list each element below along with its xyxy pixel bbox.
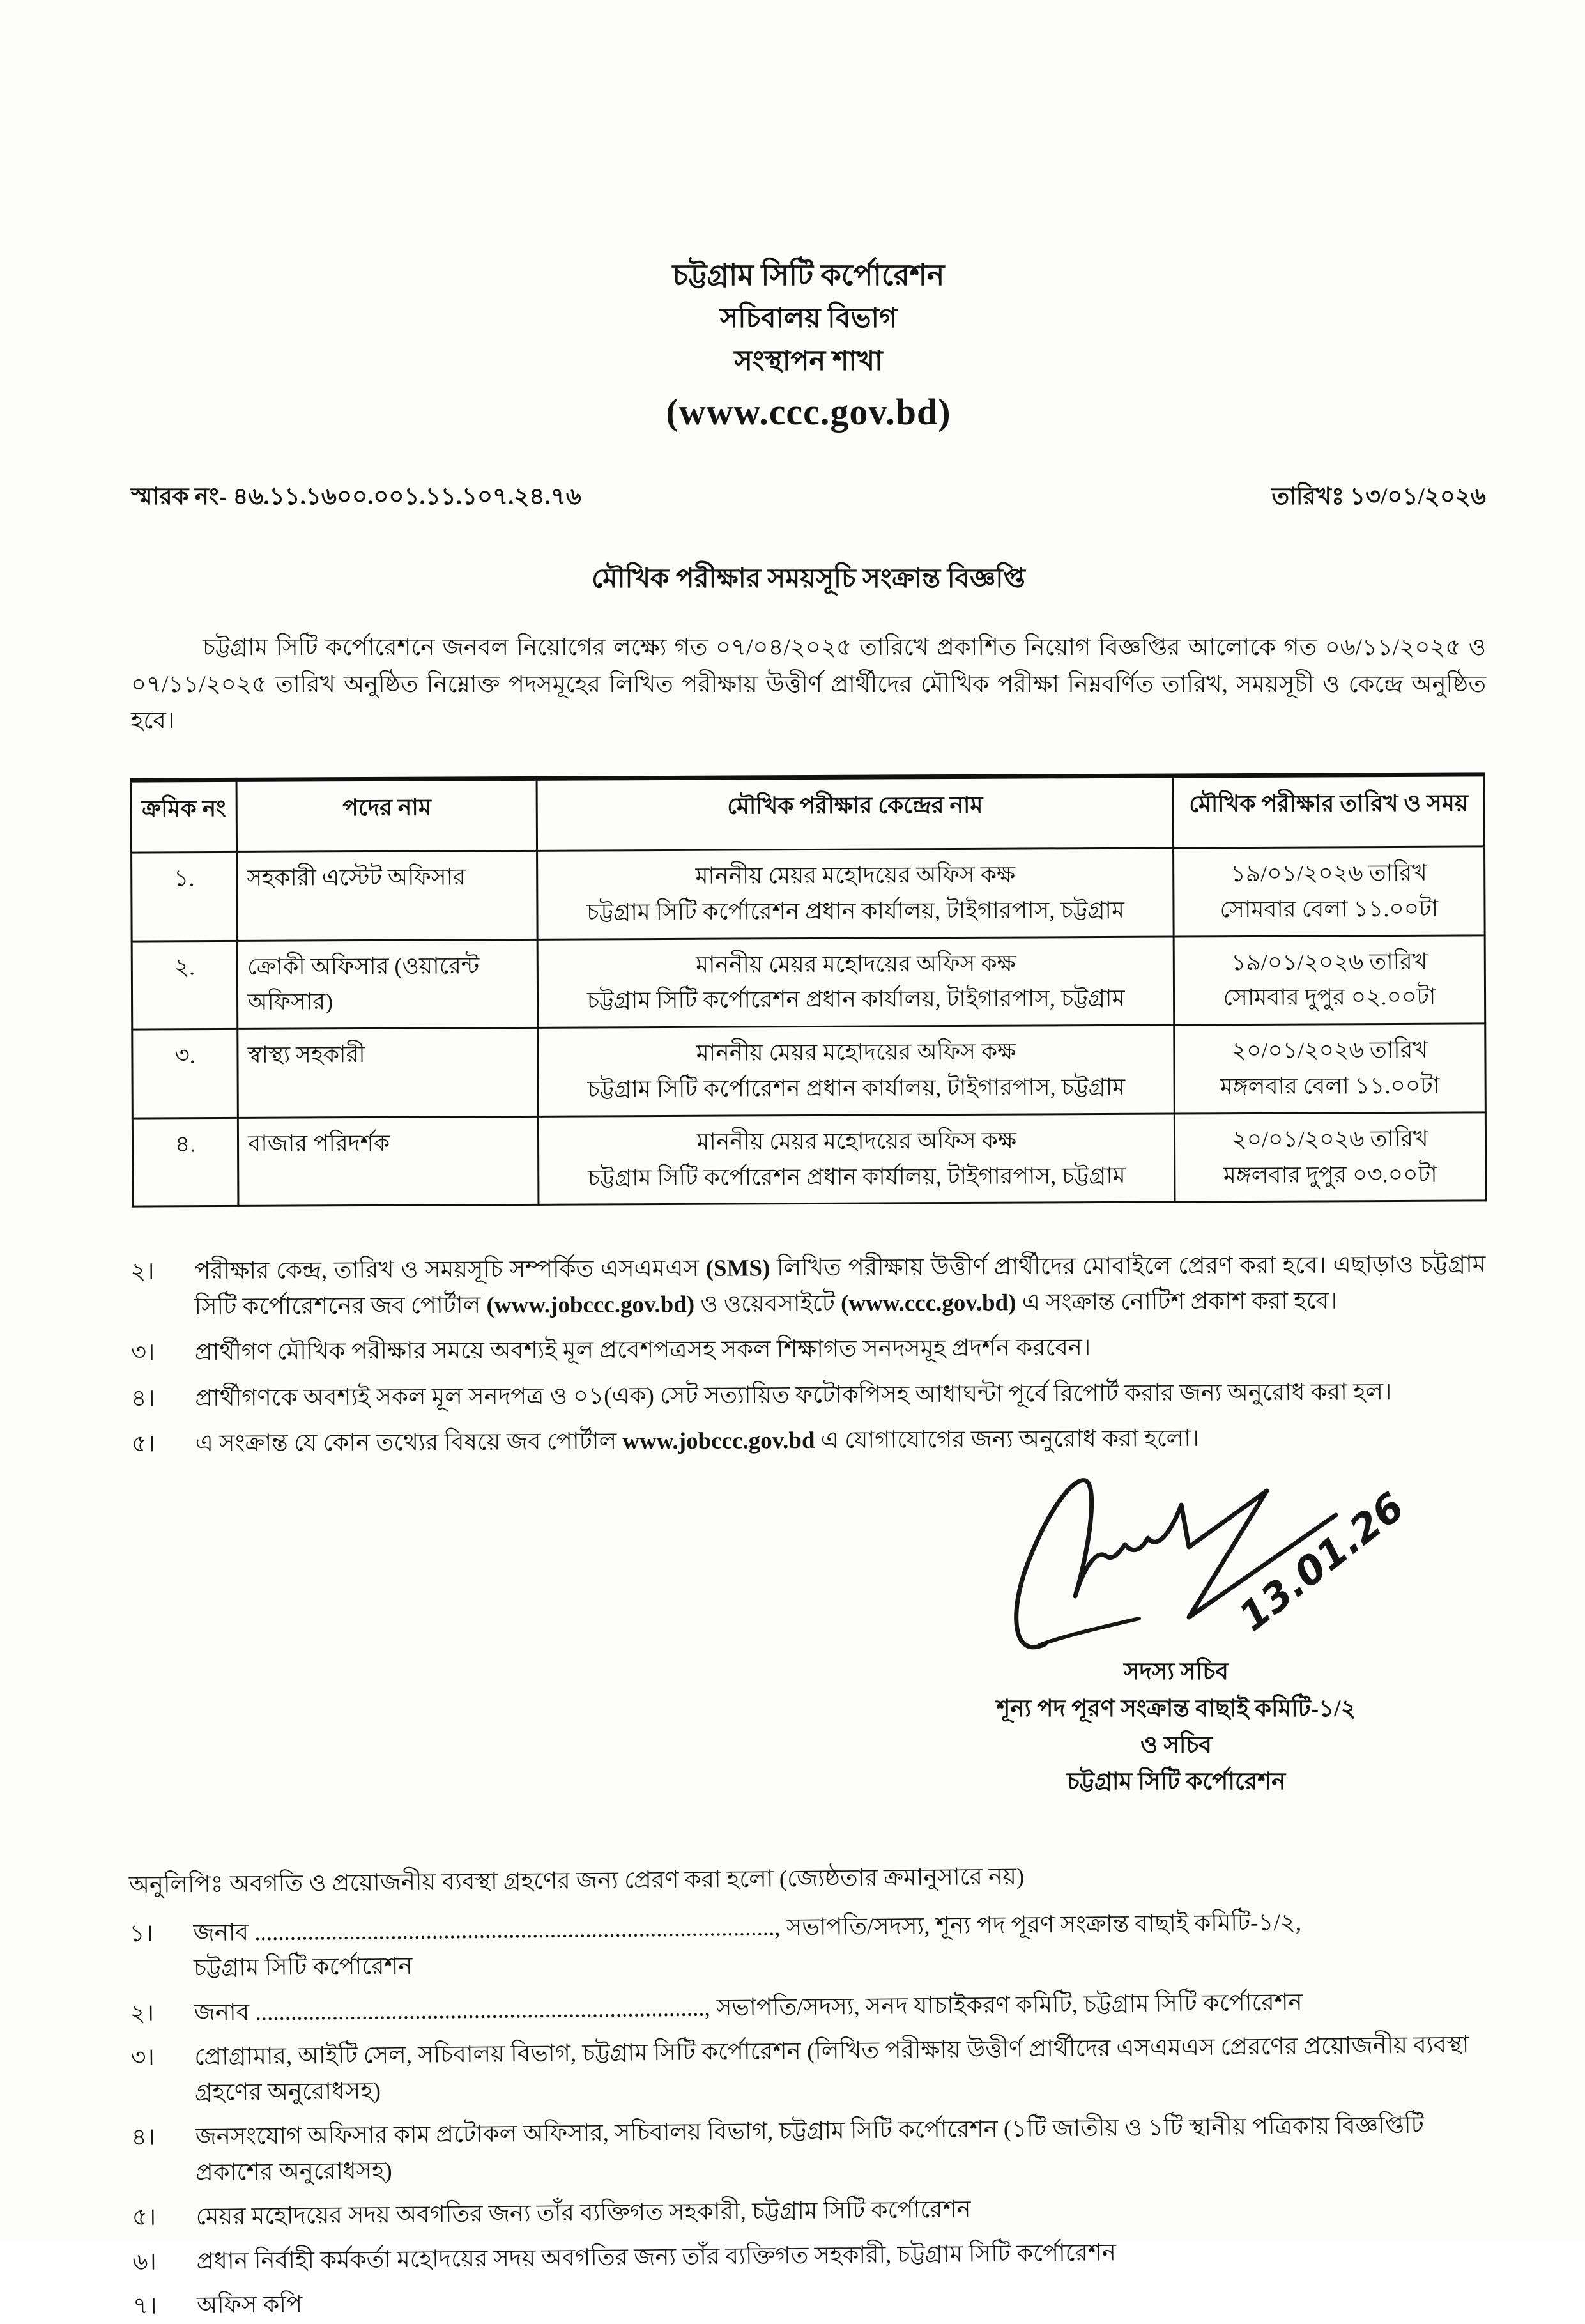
header-post: পদের নাম xyxy=(236,778,537,852)
table-row xyxy=(132,935,1485,1029)
header-serial: ক্রমিক নং xyxy=(131,780,237,852)
copy-number: ৫। xyxy=(132,2204,157,2231)
post-cell: সহকারী এস্টেট অফিসার xyxy=(237,850,538,941)
serial-cell: ৪. xyxy=(132,1118,238,1206)
note-item xyxy=(130,1247,1486,1325)
signatory-role-4: চট্টগ্রাম সিটি কর্পোরেশন xyxy=(1066,1769,1286,1796)
copy-item xyxy=(130,1983,1485,2031)
signature-block xyxy=(901,1465,1451,1800)
copy-number: ৭। xyxy=(132,2293,157,2320)
notes-list xyxy=(130,1247,1487,1462)
viva-schedule-table xyxy=(130,772,1487,1208)
post-cell: স্বাস্থ্য সহকারী xyxy=(238,1027,539,1118)
serial-cell: ১. xyxy=(132,852,238,941)
note-item xyxy=(131,1374,1486,1417)
post-cell: বাজার পরিদর্শক xyxy=(238,1116,539,1206)
note-text xyxy=(194,1247,1486,1325)
time-line: সোমবার বেলা ১১.০০টা xyxy=(1220,895,1439,922)
copy-item xyxy=(133,2275,1488,2324)
serial-cell: ৩. xyxy=(132,1029,238,1118)
venue-line-2: চট্টগ্রাম সিটি কর্পোরেশন প্রধান কার্যালয়, টাইগারপাস, চট্টগ্রাম xyxy=(587,1162,1126,1190)
venue-cell xyxy=(537,848,1174,939)
copy-number: ৩। xyxy=(130,2044,155,2071)
website-url: (www.ccc.gov.bd) xyxy=(666,390,951,433)
note-text-latin: (www.ccc.gov.bd) xyxy=(841,1289,1016,1317)
copy-text-line: জনাব ............................................................................, সভাপতি/সদস্য, সনদ যাচাইকরণ কমিটি, চট্টগ্রাম সিটি কর্পোরেশন xyxy=(194,1989,1303,2026)
copy-text xyxy=(193,1903,1485,1986)
signature-scribble xyxy=(921,1465,1470,1676)
table-header-row xyxy=(131,774,1484,852)
copy-text-continuation: চট্টগ্রাম সিটি কর্পোরেশন xyxy=(193,1953,413,1982)
venue-line-1: মাননীয় মেয়র মহোদয়ের অফিস কক্ষ xyxy=(696,950,1016,977)
copy-text-line: মেয়র মহোদয়ের সদয় অবগতির জন্য তাঁর ব্যক্তিগত সহকারী, চট্টগ্রাম সিটি কর্পোরেশন xyxy=(195,2196,971,2230)
venue-cell xyxy=(538,936,1174,1027)
note-text-segment: পরীক্ষার কেন্দ্র, তারিখ ও সময়সূচি সম্পর্কিত এসএমএস xyxy=(194,1255,706,1284)
organization-name: চট্টগ্রাম সিটি কর্পোরেশন xyxy=(672,259,945,291)
division-name: সচিবালয় বিভাগ xyxy=(719,304,898,334)
venue-line-2: চট্টগ্রাম সিটি কর্পোরেশন প্রধান কার্যালয়, টাইগারপাস, চট্টগ্রাম xyxy=(586,985,1125,1013)
copy-text-line: জনাব ........................................................................................, সভাপতি/সদস্য, শূন্য পদ পূরণ সংক্রান্ত বাছাই কমিটি-১/২, xyxy=(193,1909,1302,1946)
time-line: মঙ্গলবার বেলা ১১.০০টা xyxy=(1220,1072,1440,1099)
memo-row xyxy=(131,477,1486,518)
datetime-cell xyxy=(1174,1112,1486,1202)
signature-ink xyxy=(978,1465,1413,1676)
copy-item xyxy=(132,2187,1487,2235)
handwritten-date: 13.01.26 xyxy=(1230,1483,1413,1641)
note-text xyxy=(195,1419,1487,1461)
venue-cell xyxy=(538,1025,1174,1116)
copy-text xyxy=(194,1983,1485,2031)
table-row xyxy=(132,846,1485,941)
copies-heading: অনুলিপিঃ অবগতি ও প্রয়োজনীয় ব্যবস্থা গ্রহণের জন্য প্রেরণ করা হলো (জ্যেষ্ঠতার ক্রমানুসারে নয়) xyxy=(128,1863,1025,1898)
copy-text xyxy=(196,2187,1487,2235)
datetime-cell xyxy=(1173,846,1485,936)
note-text-latin: (www.jobccc.gov.bd) xyxy=(486,1291,695,1319)
table-row xyxy=(132,1024,1486,1118)
note-text-segment: এ যোগাযোগের জন্য অনুরোধ করা হলো। xyxy=(815,1425,1200,1454)
date-line: ২০/০১/২০২৬ তারিখ xyxy=(1231,1036,1428,1063)
time-line: মঙ্গলবার দুপুর ০৩.০০টা xyxy=(1223,1160,1437,1188)
note-text-segment: লিখিত পরীক্ষায় উত্তীর্ণ প্রার্থীদের মোবাইলে প্রেরণ করা হবে। এছাড়াও চট্টগ্রাম সিটি কর্পোরেশনের জব পোর্টাল xyxy=(194,1251,1486,1320)
signatory-role-1: সদস্য সচিব xyxy=(1124,1659,1229,1686)
notice-title: মৌখিক পরীক্ষার সময়সূচি সংক্রান্ত বিজ্ঞপ্তি xyxy=(592,564,1025,594)
note-text-segment: প্রার্থীগণকে অবশ্যই সকল মূল সনদপত্র ও ০১(এক) সেট সত্যায়িত ফটোকপিসহ আধাঘন্টা পূর্বে রিপোর্ট করার জন্য অনুরোধ করা হল। xyxy=(195,1378,1392,1412)
time-line: সোমবার দুপুর ০২.০০টা xyxy=(1223,983,1436,1011)
note-number: ৪। xyxy=(131,1385,155,1412)
date-line: ১৯/০১/২০২৬ তারিখ xyxy=(1230,948,1428,975)
venue-line-1: মাননীয় মেয়র মহোদয়ের অফিস কক্ষ xyxy=(696,1127,1017,1155)
note-item xyxy=(131,1328,1486,1371)
copy-item xyxy=(129,1903,1485,1987)
note-item xyxy=(132,1419,1487,1462)
note-text-segment: এ সংক্রান্ত নোটিশ প্রকাশ করা হবে। xyxy=(1016,1288,1338,1316)
copy-item xyxy=(131,2107,1487,2190)
note-text-latin: www.jobccc.gov.bd xyxy=(622,1427,815,1455)
copy-number: ৪। xyxy=(131,2124,156,2151)
copy-text-line: অফিস কপি xyxy=(196,2291,303,2319)
date-line: ১৯/০১/২০২৬ তারিখ xyxy=(1230,859,1427,886)
note-number: ২। xyxy=(130,1258,155,1285)
venue-line-1: মাননীয় মেয়র মহোদয়ের অফিস কক্ষ xyxy=(695,861,1016,889)
copy-text-line: জনসংযোগ অফিসার কাম প্রটোকল অফিসার, সচিবালয় বিভাগ, চট্টগ্রাম সিটি কর্পোরেশন (১টি জাতীয় ও ১টি স্থানীয় পত্রিকায় বিজ্ঞপ্তিটি xyxy=(195,2112,1424,2150)
memo-number: স্মারক নং- ৪৬.১১.১৬০০.০০১.১১.১০৭.২৪.৭৬ xyxy=(131,484,581,511)
note-number: ৩। xyxy=(130,1339,155,1366)
date-line: ২০/০১/২০২৬ তারিখ xyxy=(1232,1125,1428,1152)
venue-line-2: চট্টগ্রাম সিটি কর্পোরেশন প্রধান কার্যালয়, টাইগারপাস, চট্টগ্রাম xyxy=(586,897,1125,925)
header-venue: মৌখিক পরীক্ষার কেন্দ্রের নাম xyxy=(537,776,1173,850)
copy-text xyxy=(194,2027,1486,2110)
note-text-segment: এ সংক্রান্ত যে কোন তথ্যের বিষয়ে জব পোর্টাল xyxy=(195,1428,623,1457)
branch-name: সংস্থাপন শাখা xyxy=(734,346,883,376)
note-text-segment: ও ওয়েবসাইটে xyxy=(694,1290,841,1318)
letterhead xyxy=(131,252,1486,440)
copy-number: ২। xyxy=(130,1999,155,2027)
copies-section xyxy=(129,1854,1489,2324)
copy-text-continuation: গ্রহণের অনুরোধসহ) xyxy=(194,2077,381,2106)
venue-line-1: মাননীয় মেয়র মহোদয়ের অফিস কক্ষ xyxy=(696,1038,1016,1066)
copy-item xyxy=(132,2231,1487,2280)
signatory-role-3: ও সচিব xyxy=(1140,1732,1213,1759)
datetime-cell xyxy=(1174,1024,1486,1114)
copy-text-continuation: প্রকাশের অনুরোধসহ) xyxy=(195,2157,392,2186)
note-text-segment: প্রার্থীগণ মৌখিক পরীক্ষার সময়ে অবশ্যই মূল প্রবেশপত্রসহ সকল শিক্ষাগত সনদসমূহ প্রদর্শন করবেন। xyxy=(194,1334,1091,1366)
venue-cell xyxy=(539,1113,1175,1204)
post-cell: ক্রোকী অফিসার (ওয়ারেন্ট অফিসার) xyxy=(237,939,538,1029)
note-text-latin: (SMS) xyxy=(705,1255,770,1282)
table-row xyxy=(132,1112,1486,1206)
copy-item xyxy=(130,2027,1486,2111)
copy-text-line: প্রধান নির্বাহী কর্মকর্তা মহোদয়ের সদয় অবগতির জন্য তাঁর ব্যক্তিগত সহকারী, চট্টগ্রাম সিটি কর্পোরেশন xyxy=(196,2239,1117,2275)
note-number: ৫। xyxy=(131,1431,156,1458)
signatory-role-2: শূন্য পদ পূরণ সংক্রান্ত বাছাই কমিটি-১/২ xyxy=(996,1695,1356,1722)
serial-cell: ২. xyxy=(132,940,238,1029)
copy-text-line: প্রোগ্রামার, আইটি সেল, সচিবালয় বিভাগ, চট্টগ্রাম সিটি কর্পোরেশন (লিখিত পরীক্ষায় উত্তীর্ণ প্রার্থীদের এসএমএস প্রেরণের প্রয়োজনীয় ব্যবস্থা xyxy=(194,2031,1469,2070)
intro-paragraph: চট্টগ্রাম সিটি কর্পোরেশনে জনবল নিয়োগের লক্ষ্যে গত ০৭/০৪/২০২৫ তারিখে প্রকাশিত নিয়োগ বিজ্ঞপ্তির আলোকে গত ০৬/১১/২০২৫ ও ০৭/১১/২০২৫ তারিখ অনুষ্ঠিত নিম্নোক্ত পদসমূহের লিখিত পরীক্ষায় উত্তীর্ণ প্রার্থীদের মৌখিক পরীক্ষা নিম্নবর্ণিত তারিখ, সময়সূচী ও কেন্দ্রে অনুষ্ঠিত হবে। xyxy=(131,635,1486,735)
memo-date: তারিখঃ ১৩/০১/২০২৬ xyxy=(1271,484,1486,511)
copy-number: ৬। xyxy=(132,2248,157,2275)
note-text xyxy=(195,1374,1486,1416)
copy-text xyxy=(197,2275,1488,2323)
venue-line-2: চট্টগ্রাম সিটি কর্পোরেশন প্রধান কার্যালয়, টাইগারপাস, চট্টগ্রাম xyxy=(587,1074,1126,1102)
copy-text xyxy=(196,2231,1487,2279)
datetime-cell xyxy=(1174,935,1485,1025)
copy-text xyxy=(195,2107,1487,2190)
header-datetime: মৌখিক পরীক্ষার তারিখ ও সময় xyxy=(1173,774,1485,847)
note-text xyxy=(195,1328,1486,1370)
copy-number: ১। xyxy=(129,1920,154,1947)
